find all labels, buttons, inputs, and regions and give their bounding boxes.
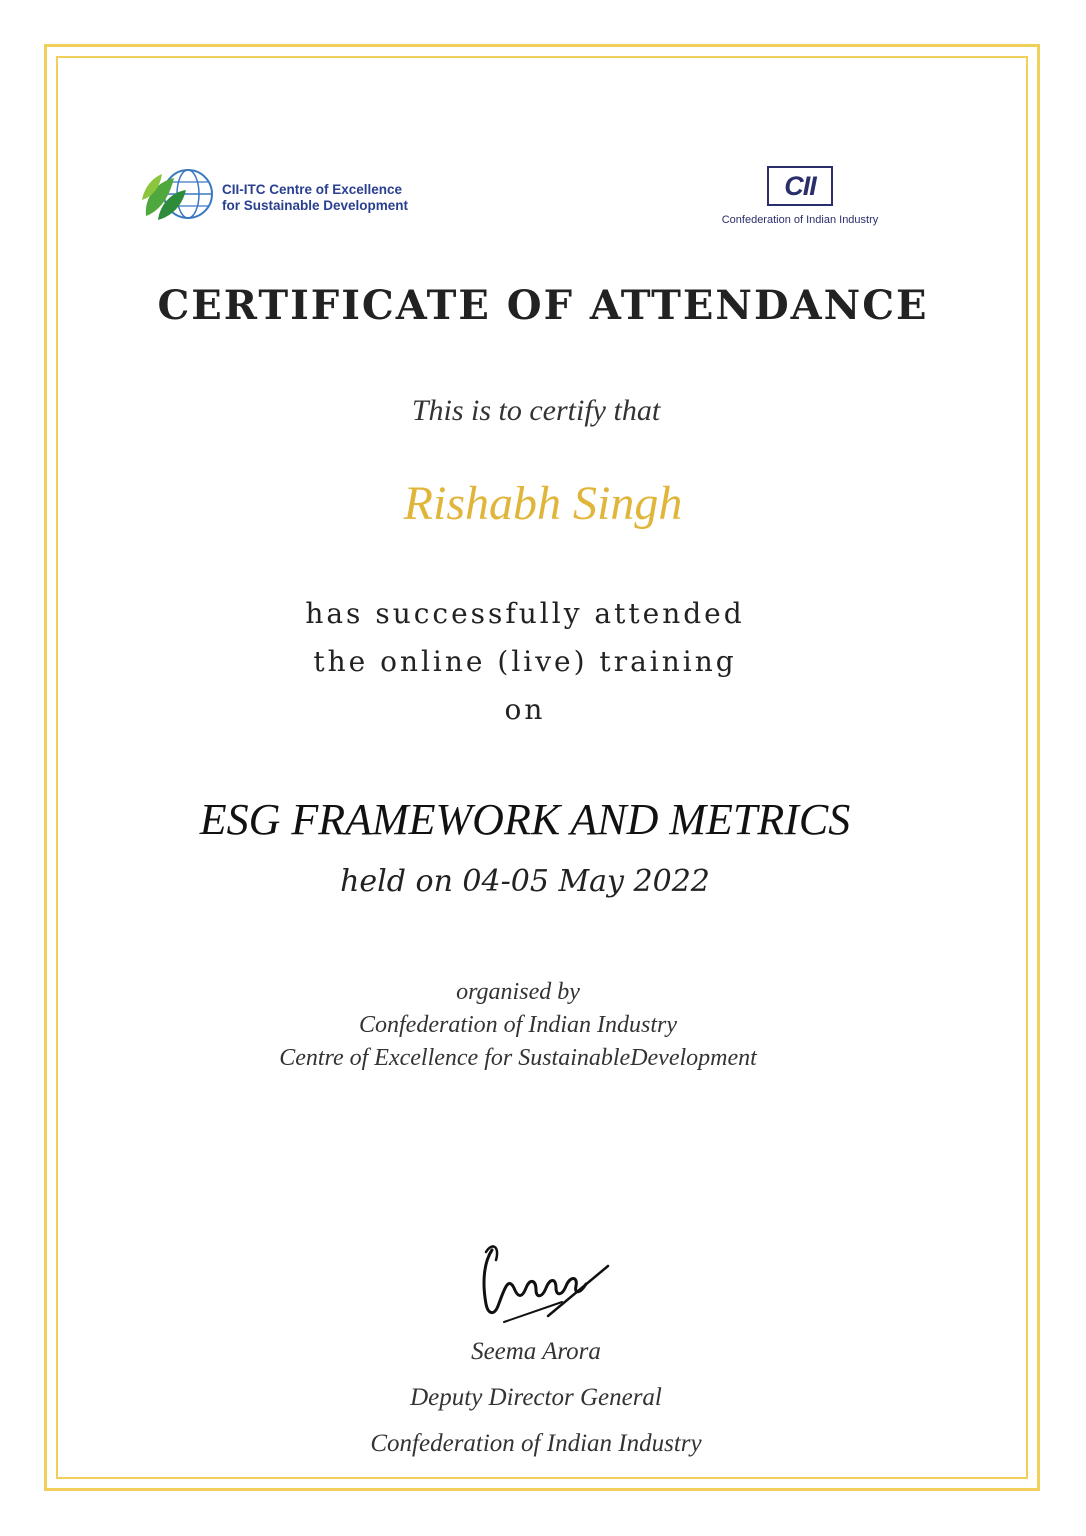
certify-text: This is to certify that <box>411 394 661 427</box>
organiser-line-1: Confederation of Indian Industry <box>359 1012 677 1038</box>
signatory-name: Seema Arora <box>471 1338 601 1365</box>
cii-caption: Confederation of Indian Industry <box>721 214 879 226</box>
organiser-line-2: Centre of Excellence for SustainableDevelopment <box>279 1045 757 1071</box>
organised-label: organised by <box>456 979 580 1005</box>
signatory-block <box>0 1334 1072 1466</box>
certificate-title: CERTIFICATE OF ATTENDANCE <box>157 282 929 329</box>
leaf-globe-icon <box>140 164 220 224</box>
logo-line-1: CII-ITC Centre of Excellence <box>222 182 403 197</box>
logo-line-2: for Sustainable Development <box>222 198 409 213</box>
attended-line-2: the online (live) training <box>313 645 737 678</box>
attended-line-3: on <box>504 693 546 726</box>
course-title: ESG FRAMEWORK AND METRICS <box>199 795 851 844</box>
attended-text <box>0 590 1050 734</box>
attended-line-1: has successfully attended <box>305 597 745 630</box>
held-date: held on 04-05 May 2022 <box>340 864 710 899</box>
signatory-organisation: Confederation of Indian Industry <box>370 1430 702 1457</box>
organiser-block <box>0 976 1036 1075</box>
recipient-name: Rishabh Singh <box>403 477 683 530</box>
signatory-designation: Deputy Director General <box>410 1384 662 1411</box>
cii-itc-logo-text <box>222 182 408 214</box>
cii-itc-logo <box>140 164 450 224</box>
cii-logo <box>690 166 910 236</box>
cii-mark: CII <box>767 166 833 206</box>
signature-image <box>470 1232 620 1332</box>
